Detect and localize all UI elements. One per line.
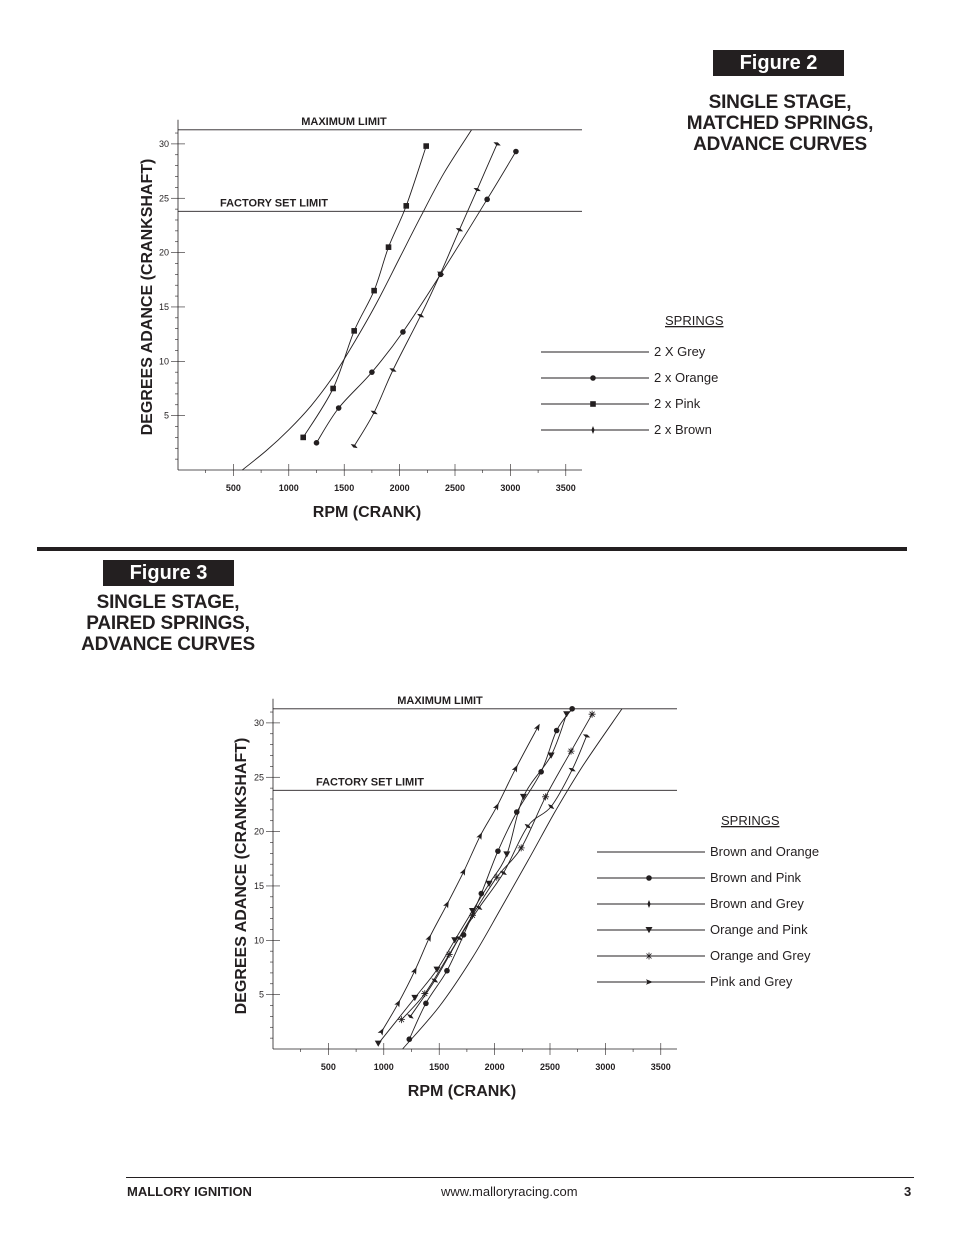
series-brown-and-orange — [403, 709, 622, 1049]
y-tick-label: 30 — [253, 717, 264, 728]
legend-label-brown-and-pink: Brown and Pink — [710, 870, 802, 885]
data-point — [423, 1001, 429, 1007]
x-tick-label: 1500 — [334, 483, 355, 493]
x-axis-title: RPM (CRANK) — [312, 504, 422, 521]
y-tick-label: 15 — [158, 301, 169, 312]
legend-label-brown-and-grey: Brown and Grey — [710, 896, 804, 911]
series-brown-and-pink — [406, 706, 574, 1042]
y-axis-title: DEGREES ADANCE (CRANKSHAFT) — [233, 737, 250, 1015]
legend-label-pink-and-grey: Pink and Grey — [710, 974, 793, 989]
x-tick-label: 2500 — [444, 483, 466, 493]
series-line-brown-and-orange — [403, 709, 622, 1049]
data-point — [542, 793, 549, 800]
data-point — [568, 748, 575, 755]
y-tick-label: 10 — [253, 935, 264, 946]
data-point — [411, 995, 418, 1001]
data-point — [406, 1036, 412, 1042]
data-point — [589, 711, 596, 718]
legend-marker — [646, 875, 652, 881]
series-orange-and-grey — [398, 711, 596, 1023]
limit-label-factory-set-limit: FACTORY SET LIMIT — [316, 776, 424, 789]
x-tick-label: 1000 — [373, 1062, 394, 1072]
x-tick-label: 2000 — [389, 483, 410, 493]
data-point — [568, 766, 577, 772]
legend-label-2-x-pink: 2 x Pink — [654, 396, 701, 411]
figure-2-badge: Figure 2 — [713, 50, 844, 76]
y-axis-title: DEGREES ADANCE (CRANKSHAFT) — [139, 158, 156, 436]
data-point — [486, 881, 493, 887]
x-axis-title: RPM (CRANK) — [407, 1083, 517, 1100]
legend-label-2-x-orange: 2 x Orange — [654, 370, 719, 385]
series-line-pink-and-grey — [382, 727, 538, 1031]
footer-brand: MALLORY IGNITION — [127, 1184, 252, 1199]
legend-label-orange-and-pink: Orange and Pink — [710, 922, 808, 937]
data-point — [398, 1016, 405, 1023]
data-point — [425, 933, 433, 942]
y-tick-label: 10 — [158, 356, 169, 367]
x-tick-label: 2500 — [539, 1062, 561, 1072]
figure-3-badge: Figure 3 — [103, 560, 234, 586]
data-point — [493, 802, 501, 811]
footer-rule — [126, 1177, 914, 1178]
data-point — [518, 844, 525, 851]
series-line-orange-and-grey — [402, 714, 593, 1020]
y-tick-label: 5 — [163, 410, 169, 421]
x-tick-label: 1000 — [278, 483, 299, 493]
data-point — [375, 1041, 382, 1047]
limit-label-maximum-limit: MAXIMUM LIMIT — [301, 115, 387, 128]
series-orange-and-pink — [375, 711, 570, 1047]
data-point — [569, 706, 575, 712]
legend-title: SPRINGS — [665, 313, 724, 328]
data-point — [554, 728, 560, 734]
legend-label-brown-and-orange: Brown and Orange — [710, 844, 820, 859]
data-point — [446, 951, 453, 958]
data-point — [460, 867, 468, 876]
data-point — [563, 711, 570, 717]
x-tick-label: 500 — [225, 483, 241, 493]
legend — [597, 813, 819, 989]
limit-label-maximum-limit: MAXIMUM LIMIT — [397, 694, 483, 707]
x-tick-label: 2000 — [484, 1062, 505, 1072]
data-point — [421, 990, 428, 997]
data-point — [493, 874, 500, 881]
data-point — [411, 966, 419, 975]
x-tick-label: 3000 — [500, 483, 521, 493]
legend-label-2-x-brown: 2 x Brown — [654, 422, 712, 437]
y-tick-label: 5 — [258, 989, 264, 1000]
data-point — [512, 764, 520, 773]
legend-label-orange-and-grey: Orange and Grey — [710, 948, 811, 963]
data-point — [503, 851, 510, 857]
y-tick-label: 30 — [158, 138, 169, 149]
data-point — [476, 831, 484, 840]
x-tick-label: 3000 — [595, 1062, 616, 1072]
series-brown-and-grey — [406, 733, 591, 1020]
series-line-brown-and-pink — [409, 709, 572, 1039]
data-point — [444, 968, 450, 974]
y-tick-label: 25 — [253, 772, 264, 783]
data-point — [534, 722, 542, 731]
y-tick-label: 15 — [253, 880, 264, 891]
legend-title: SPRINGS — [721, 813, 780, 828]
footer-page-number: 3 — [904, 1184, 912, 1199]
figure-2-title: SINGLE STAGE, MATCHED SPRINGS, ADVANCE CURVES — [686, 92, 874, 155]
y-tick-label: 20 — [253, 826, 264, 837]
y-tick-label: 20 — [158, 247, 169, 258]
legend-marker — [647, 900, 650, 908]
x-tick-label: 500 — [320, 1062, 336, 1072]
limit-label-factory-set-limit: FACTORY SET LIMIT — [220, 197, 328, 210]
series-line-orange-and-pink — [378, 714, 566, 1043]
legend-label-2-x-grey: 2 X Grey — [654, 344, 706, 359]
data-point — [469, 912, 476, 919]
data-point — [582, 733, 591, 739]
data-point — [495, 848, 501, 854]
data-point — [394, 998, 402, 1007]
legend-marker — [646, 953, 653, 960]
data-point — [443, 900, 451, 909]
footer-url[interactable]: www.malloryracing.com — [441, 1184, 578, 1199]
x-tick-label: 1500 — [429, 1062, 450, 1072]
x-tick-label: 3500 — [555, 483, 576, 493]
x-tick-label: 3500 — [650, 1062, 671, 1072]
data-point — [548, 753, 555, 759]
y-tick-label: 25 — [158, 193, 169, 204]
data-point — [378, 1027, 386, 1036]
figure-3-title: SINGLE STAGE, PAIRED SPRINGS, ADVANCE CURVES — [81, 592, 255, 655]
